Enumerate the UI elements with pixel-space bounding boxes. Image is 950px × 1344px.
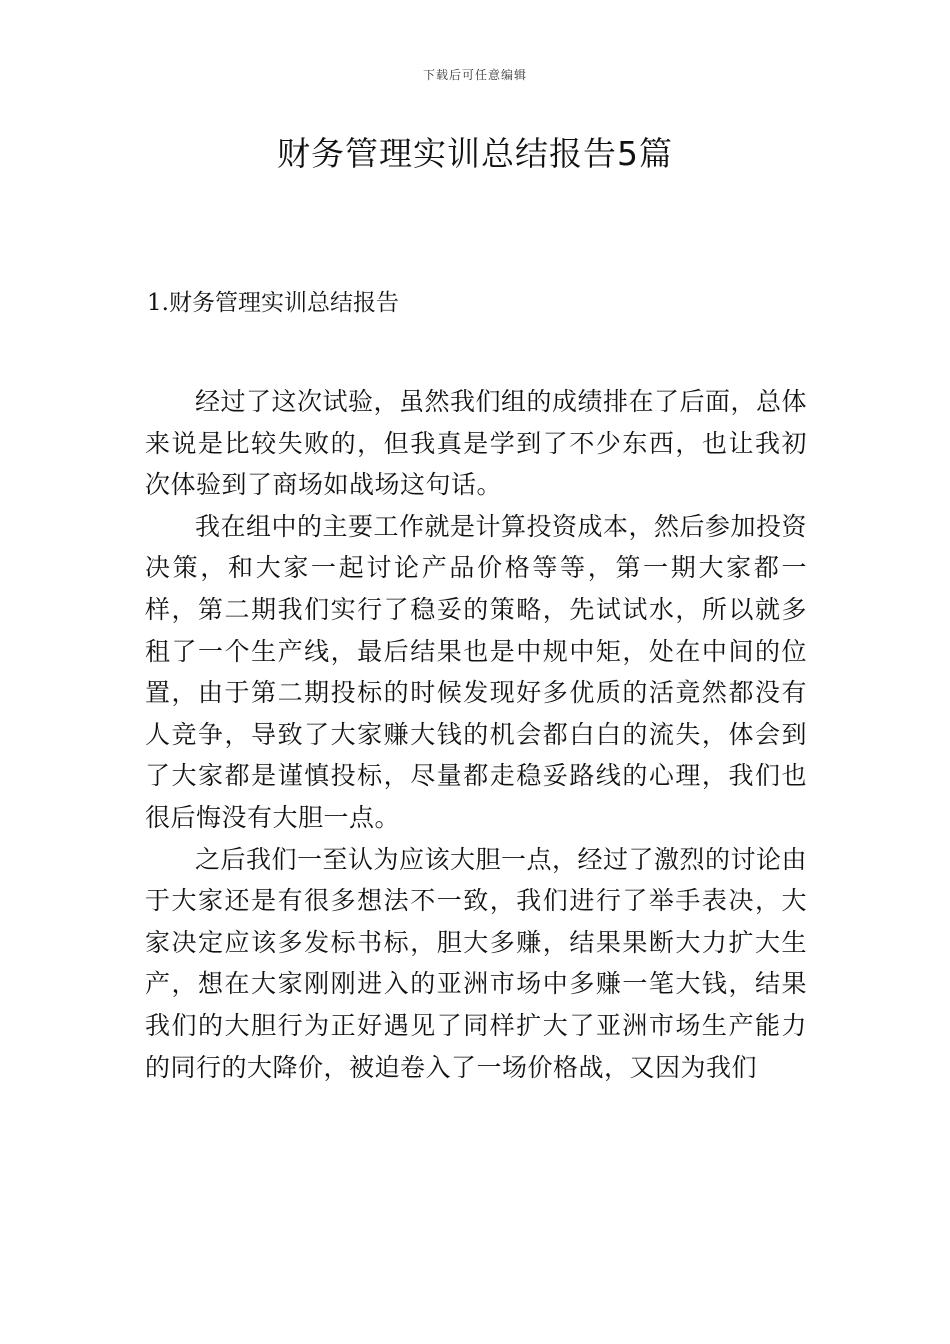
section-heading: 1.财务管理实训总结报告: [147, 290, 399, 316]
paragraph: 经过了这次试验，虽然我们组的成绩排在了后面，总体来说是比较失败的，但我真是学到了不少东西，也让我初次体验到了商场如战场这句话。: [145, 387, 808, 500]
header-note: 下载后可任意编辑: [422, 68, 527, 82]
paragraph: 之后我们一至认为应该大胆一点，经过了激烈的讨论由于大家还是有很多想法不一致，我们进行了举手表决，大家决定应该多发标书标，胆大多赚，结果果断大力扩大生产，想在大家刚刚进入的亚洲市场中多赚一笔大钱，结果我们的大胆行为正好遇见了同样扩大了亚洲市场生产能力的同行的大降价，被迫卷入了一场价格战，又因为我们: [145, 844, 808, 1082]
document-title: 财务管理实训总结报告5篇: [277, 134, 673, 173]
body-text: [145, 381, 807, 1088]
paragraph: 我在组中的主要工作就是计算投资成本，然后参加投资决策，和大家一起讨论产品价格等等，第一期大家都一样，第二期我们实行了稳妥的策略，先试试水，所以就多租了一个生产线，最后结果也是中规中矩，处在中间的位置，由于第二期投标的时候发现好多优质的活竟然都没有人竞争，导致了大家赚大钱的机会都白白的流失，体会到了大家都是谨慎投标，尽量都走稳妥路线的心理，我们也很后悔没有大胆一点。: [145, 511, 808, 832]
